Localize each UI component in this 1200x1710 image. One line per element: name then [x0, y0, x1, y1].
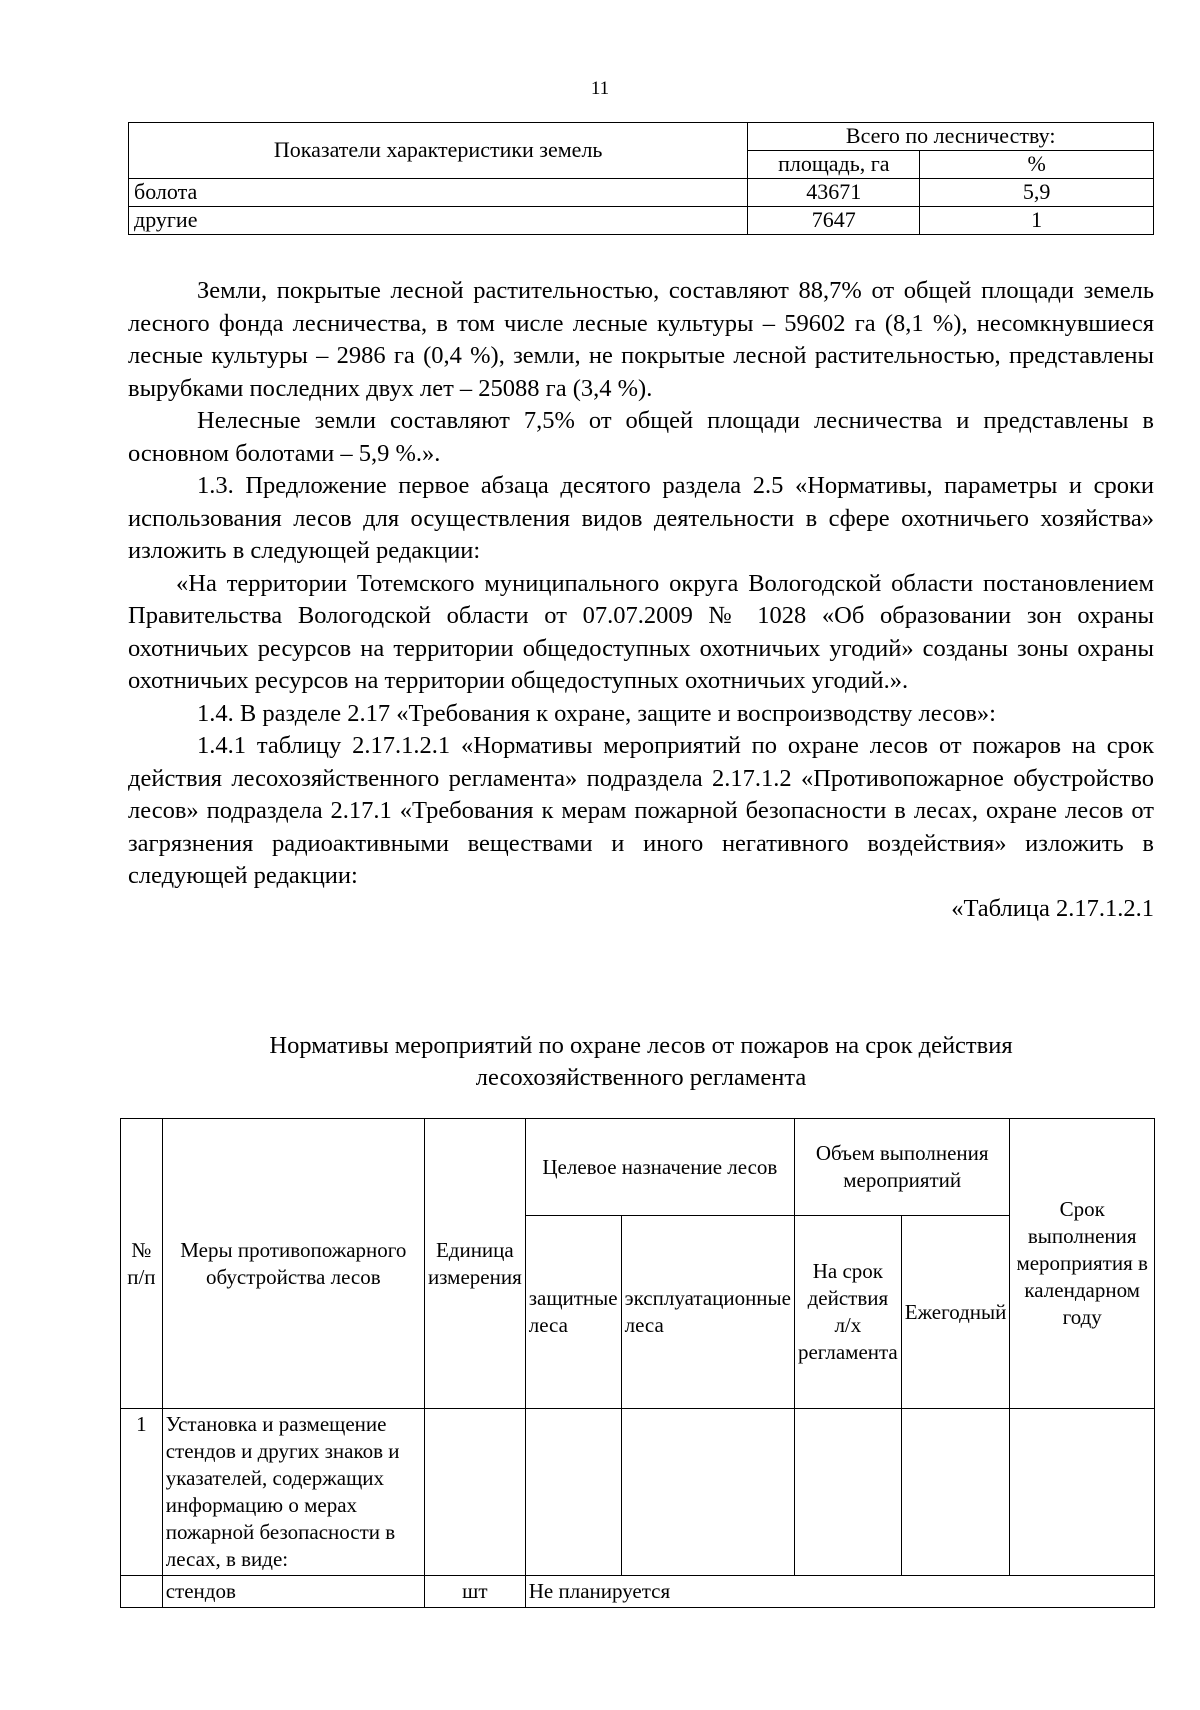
header-label: Показатели характеристики земель [129, 123, 748, 179]
table-caption-ref: «Таблица 2.17.1.2.1 [951, 894, 1154, 922]
row-note: Не планируется [525, 1576, 1154, 1608]
empty-cell [901, 1409, 1010, 1576]
table-row [121, 1576, 1155, 1608]
empty-cell [794, 1409, 901, 1576]
header-protective: защитные леса [525, 1216, 621, 1409]
table-header-row [121, 1119, 1155, 1216]
table-title [128, 1030, 1154, 1094]
header-annual: Ежегодный [901, 1216, 1010, 1409]
header-exploitation: эксплуатационные леса [621, 1216, 794, 1409]
header-num: № п/п [121, 1119, 163, 1409]
col-percent: % [920, 151, 1154, 179]
table-title-line2: лесохозяйственного регламента [475, 1064, 807, 1091]
empty-cell [621, 1409, 794, 1576]
paragraph-quote: «На территории Тотемского муниципального округа Вологодской области постановлением Правительства Вологодской области от 07.07.2009 № 1028 «Об образовании зон охраны охотничьих ресурсов на территории общедоступных охотничьих угодий» созданы зоны охраны охотничьих ресурсов на территории общедоступных охотничьих угодий.». [128, 569, 1154, 694]
row-name: другие [129, 207, 748, 235]
row-unit [424, 1409, 525, 1576]
fire-measures-table [120, 1118, 1155, 1608]
paragraph-nonforest: Нелесные земли составляют 7,5% от общей площади лесничества и представлены в основном болотами – 5,9 %.». [128, 407, 1154, 467]
header-deadline: Срок выполнения мероприятия в календарном году [1010, 1119, 1155, 1409]
header-unit: Единица измерения [424, 1119, 525, 1409]
paragraph-1-4: 1.4. В разделе 2.17 «Требования к охране, защите и воспроизводству лесов»: [197, 699, 996, 727]
row-name: болота [129, 179, 748, 207]
table-row [121, 1409, 1155, 1576]
row-num: 1 [121, 1409, 163, 1576]
body-text [128, 275, 1154, 925]
table-title-line1: Нормативы мероприятий по охране лесов от пожаров на срок действия [269, 1032, 1013, 1059]
row-measure: стендов [162, 1576, 424, 1608]
header-purpose: Целевое назначение лесов [525, 1119, 794, 1216]
land-characteristics-table [128, 122, 1154, 235]
row-area: 43671 [748, 179, 920, 207]
row-percent: 1 [920, 207, 1154, 235]
header-measures: Меры противопожарного обустройства лесов [162, 1119, 424, 1409]
row-percent: 5,9 [920, 179, 1154, 207]
empty-cell [525, 1409, 621, 1576]
paragraph-1-3: 1.3. Предложение первое абзаца десятого раздела 2.5 «Нормативы, параметры и сроки использования лесов для осуществления видов деятельности в сфере охотничьего хозяйства» изложить в следующей редакции: [128, 472, 1154, 564]
row-unit: шт [424, 1576, 525, 1608]
col-area: площадь, га [748, 151, 920, 179]
header-period: На срок действия л/х регламента [794, 1216, 901, 1409]
paragraph-1-4-1: 1.4.1 таблицу 2.17.1.2.1 «Нормативы мероприятий по охране лесов от пожаров на срок действия лесохозяйственного регламента» подраздела 2.17.1.2 «Противопожарное обустройство лесов» подраздела 2.17.1 «Требования к мерам пожарной безопасности в лесах, охране лесов от загрязнения радиоактивными веществами и иного негативного воздействия» изложить в следующей редакции: [128, 732, 1154, 889]
row-area: 7647 [748, 207, 920, 235]
table-row [129, 179, 1154, 207]
table-row [129, 207, 1154, 235]
row-num [121, 1576, 163, 1608]
row-measure: Установка и размещение стендов и других знаков и указателей, содержащих информацию о мерах пожарной безопасности в лесах, в виде: [162, 1409, 424, 1576]
header-volume: Объем выполнения мероприятий [794, 1119, 1009, 1216]
header-total: Всего по лесничеству: [748, 123, 1154, 151]
empty-cell [1010, 1409, 1155, 1576]
paragraph-land-cover: Земли, покрытые лесной растительностью, составляют 88,7% от общей площади земель лесного фонда лесничества, в том числе лесные культуры – 59602 га (8,1 %), несомкнувшиеся лесные культуры – 2986 га (0,4 %), земли, не покрытые лесной растительностью, представлены вырубками последних двух лет – 25088 га (3,4 %). [128, 277, 1154, 402]
page-number: 11 [590, 78, 610, 99]
table-header-row [129, 123, 1154, 151]
